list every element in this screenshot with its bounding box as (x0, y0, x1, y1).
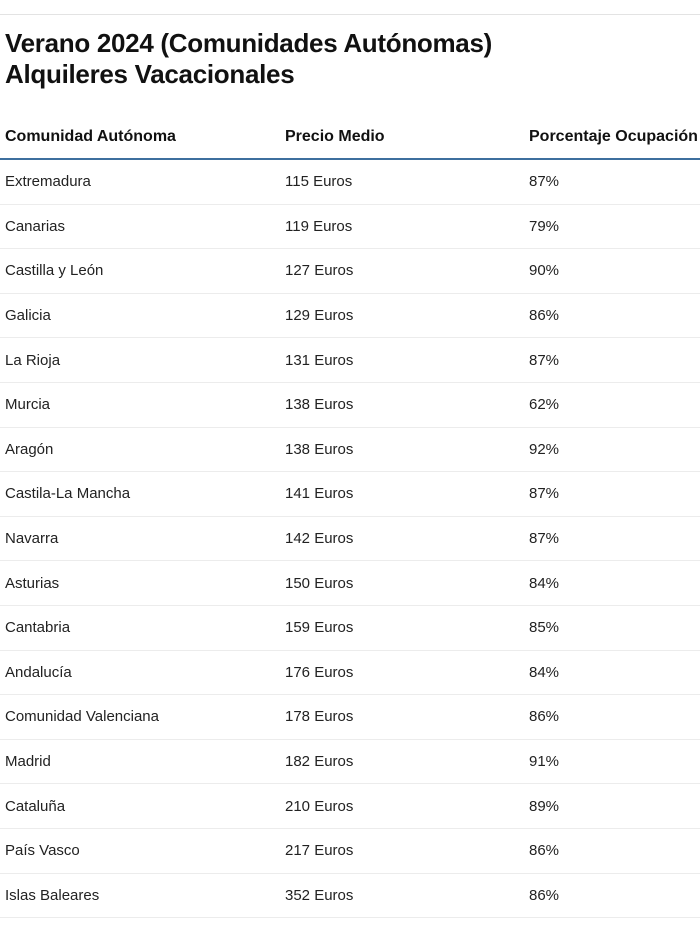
cell-comunidad: Navarra (5, 530, 59, 548)
table-row (0, 517, 700, 562)
page-title (5, 28, 695, 90)
cell-precio: 159 Euros (285, 619, 354, 637)
cell-ocupacion: 87% (529, 485, 560, 503)
cell-precio: 210 Euros (285, 797, 354, 815)
header-precio: Precio Medio (285, 128, 385, 145)
cell-comunidad: Asturias (5, 574, 60, 592)
cell-ocupacion: 87% (529, 173, 560, 191)
cell-precio: 176 Euros (285, 663, 354, 681)
cell-ocupacion: 86% (529, 842, 560, 860)
table-row (0, 160, 700, 205)
cell-comunidad: Galicia (5, 307, 51, 325)
table-row (0, 338, 700, 383)
cell-precio: 138 Euros (285, 440, 354, 458)
table-row (0, 249, 700, 294)
cell-ocupacion: 87% (529, 530, 560, 548)
table-row (0, 606, 700, 651)
title-line-2: Alquileres Vacacionales (5, 59, 295, 89)
cell-precio: 115 Euros (285, 173, 353, 191)
cell-ocupacion: 86% (529, 708, 560, 726)
cell-comunidad: Extremadura (5, 173, 91, 191)
table-header-row (0, 116, 700, 160)
table-row (0, 874, 700, 919)
cell-comunidad: Canarias (5, 217, 66, 235)
table-row (0, 829, 700, 874)
cell-precio: 119 Euros (285, 217, 353, 235)
cell-precio: 352 Euros (285, 886, 354, 904)
cell-ocupacion: 86% (529, 886, 560, 904)
table-body (0, 160, 700, 918)
table-row (0, 383, 700, 428)
table-row (0, 784, 700, 829)
cell-precio: 182 Euros (285, 753, 354, 771)
cell-comunidad: Aragón (5, 440, 54, 458)
cell-ocupacion: 84% (529, 663, 560, 681)
cell-ocupacion: 92% (529, 440, 560, 458)
cell-ocupacion: 86% (529, 307, 560, 325)
cell-comunidad: Islas Baleares (5, 886, 100, 904)
table-row (0, 651, 700, 696)
cell-ocupacion: 85% (529, 619, 560, 637)
cell-ocupacion: 87% (529, 351, 560, 369)
cell-comunidad: Murcia (5, 396, 51, 414)
cell-comunidad: Cantabria (5, 619, 71, 637)
table-row (0, 472, 700, 517)
top-divider (0, 14, 700, 15)
cell-ocupacion: 90% (529, 262, 560, 280)
cell-comunidad: La Rioja (5, 351, 61, 369)
cell-ocupacion: 84% (529, 574, 560, 592)
table-row (0, 428, 700, 473)
title-line-1: Verano 2024 (Comunidades Autónomas) (5, 28, 492, 58)
rentals-table (0, 116, 700, 918)
table-row (0, 205, 700, 250)
header-ocupacion: Porcentaje Ocupación (529, 128, 698, 145)
cell-precio: 142 Euros (285, 530, 354, 548)
table-row (0, 695, 700, 740)
cell-comunidad: País Vasco (5, 842, 80, 860)
table-row (0, 740, 700, 785)
cell-precio: 127 Euros (285, 262, 354, 280)
cell-comunidad: Castilla y León (5, 262, 104, 280)
cell-ocupacion: 79% (529, 217, 560, 235)
cell-comunidad: Madrid (5, 753, 51, 771)
cell-comunidad: Comunidad Valenciana (5, 708, 159, 726)
header-comunidad: Comunidad Autónoma (5, 128, 176, 145)
cell-precio: 150 Euros (285, 574, 354, 592)
cell-precio: 141 Euros (285, 485, 354, 503)
table-row (0, 294, 700, 339)
cell-precio: 129 Euros (285, 307, 354, 325)
cell-ocupacion: 91% (529, 753, 560, 771)
cell-precio: 131 Euros (285, 351, 354, 369)
cell-comunidad: Andalucía (5, 663, 72, 681)
cell-ocupacion: 62% (529, 396, 560, 414)
cell-precio: 138 Euros (285, 396, 354, 414)
cell-precio: 178 Euros (285, 708, 354, 726)
table-row (0, 561, 700, 606)
cell-ocupacion: 89% (529, 797, 560, 815)
cell-precio: 217 Euros (285, 842, 354, 860)
cell-comunidad: Cataluña (5, 797, 66, 815)
cell-comunidad: Castila-La Mancha (5, 485, 131, 503)
